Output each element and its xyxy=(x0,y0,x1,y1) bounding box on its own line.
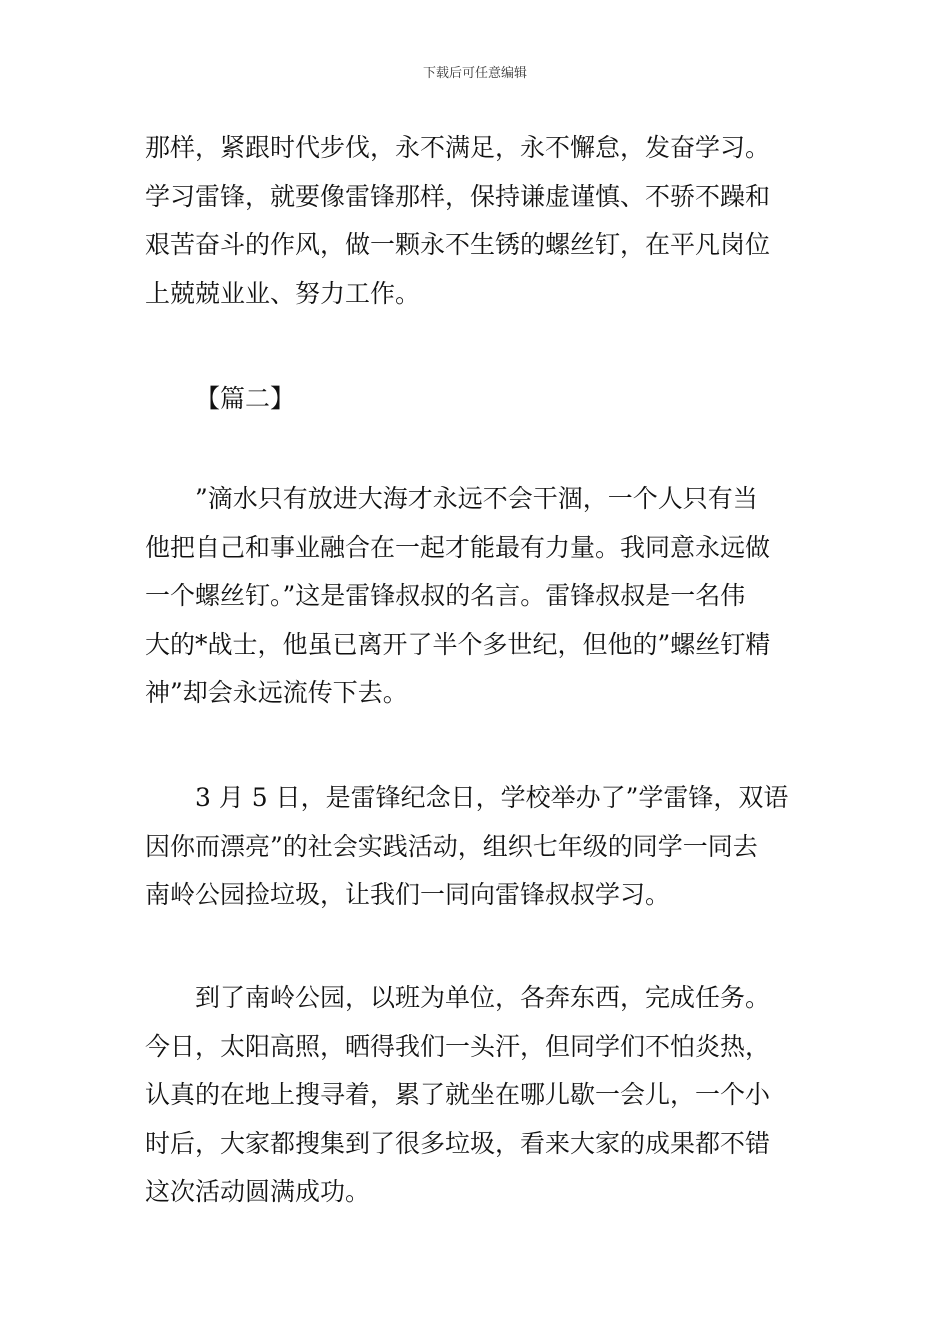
text-line: 到了南岭公园，以班为单位，各奔东西，完成任务。 xyxy=(195,983,771,1012)
paragraph-2 xyxy=(145,475,805,718)
text-line: 上兢兢业业、努力工作。 xyxy=(145,278,421,308)
section-title: 【篇二】 xyxy=(195,384,296,413)
text-line: 神”却会永远流传下去。 xyxy=(145,678,408,707)
text-line: 那样，紧跟时代步伐，永不满足，永不懈怠，发奋学习。 xyxy=(145,133,771,162)
paragraph-3 xyxy=(145,774,805,920)
paragraph-4 xyxy=(145,974,805,1217)
text-line: 南岭公园捡垃圾，让我们一同向雷锋叔叔学习。 xyxy=(145,880,671,909)
text-line: 艰苦奋斗的作风，做一颗永不生锈的螺丝钉，在平凡岗位 xyxy=(145,230,771,259)
text-line: ”滴水只有放进大海才永远不会干涸，一个人只有当 xyxy=(195,484,758,513)
page-header: 下载后可任意编辑 xyxy=(422,66,527,81)
section-heading xyxy=(145,375,805,424)
paragraph-1 xyxy=(145,124,805,318)
text-line: 今日，太阳高照，晒得我们一头汗，但同学们不怕炎热， xyxy=(145,1031,771,1061)
text-line: 他把自己和事业融合在一起才能最有力量。我同意永远做 xyxy=(145,532,771,562)
text-line: 学习雷锋，就要像雷锋那样，保持谦虚谨慎、不骄不躁和 xyxy=(145,181,771,211)
text-line: 一个螺丝钉。”这是雷锋叔叔的名言。雷锋叔叔是一名伟 xyxy=(145,581,746,610)
text-line: 认真的在地上搜寻着，累了就坐在哪儿歇一会儿，一个小 xyxy=(145,1080,771,1109)
text-line: 因你而漂亮”的社会实践活动，组织七年级的同学一同去 xyxy=(145,831,758,861)
text-line: 时后，大家都搜集到了很多垃圾，看来大家的成果都不错 xyxy=(145,1128,771,1158)
text-line: 这次活动圆满成功。 xyxy=(145,1177,371,1206)
text-line: 3 月 5 日，是雷锋纪念日，学校举办了”学雷锋，双语 xyxy=(195,783,789,812)
text-line: 大的*战士，他虽已离开了半个多世纪，但他的”螺丝钉精 xyxy=(145,629,771,659)
